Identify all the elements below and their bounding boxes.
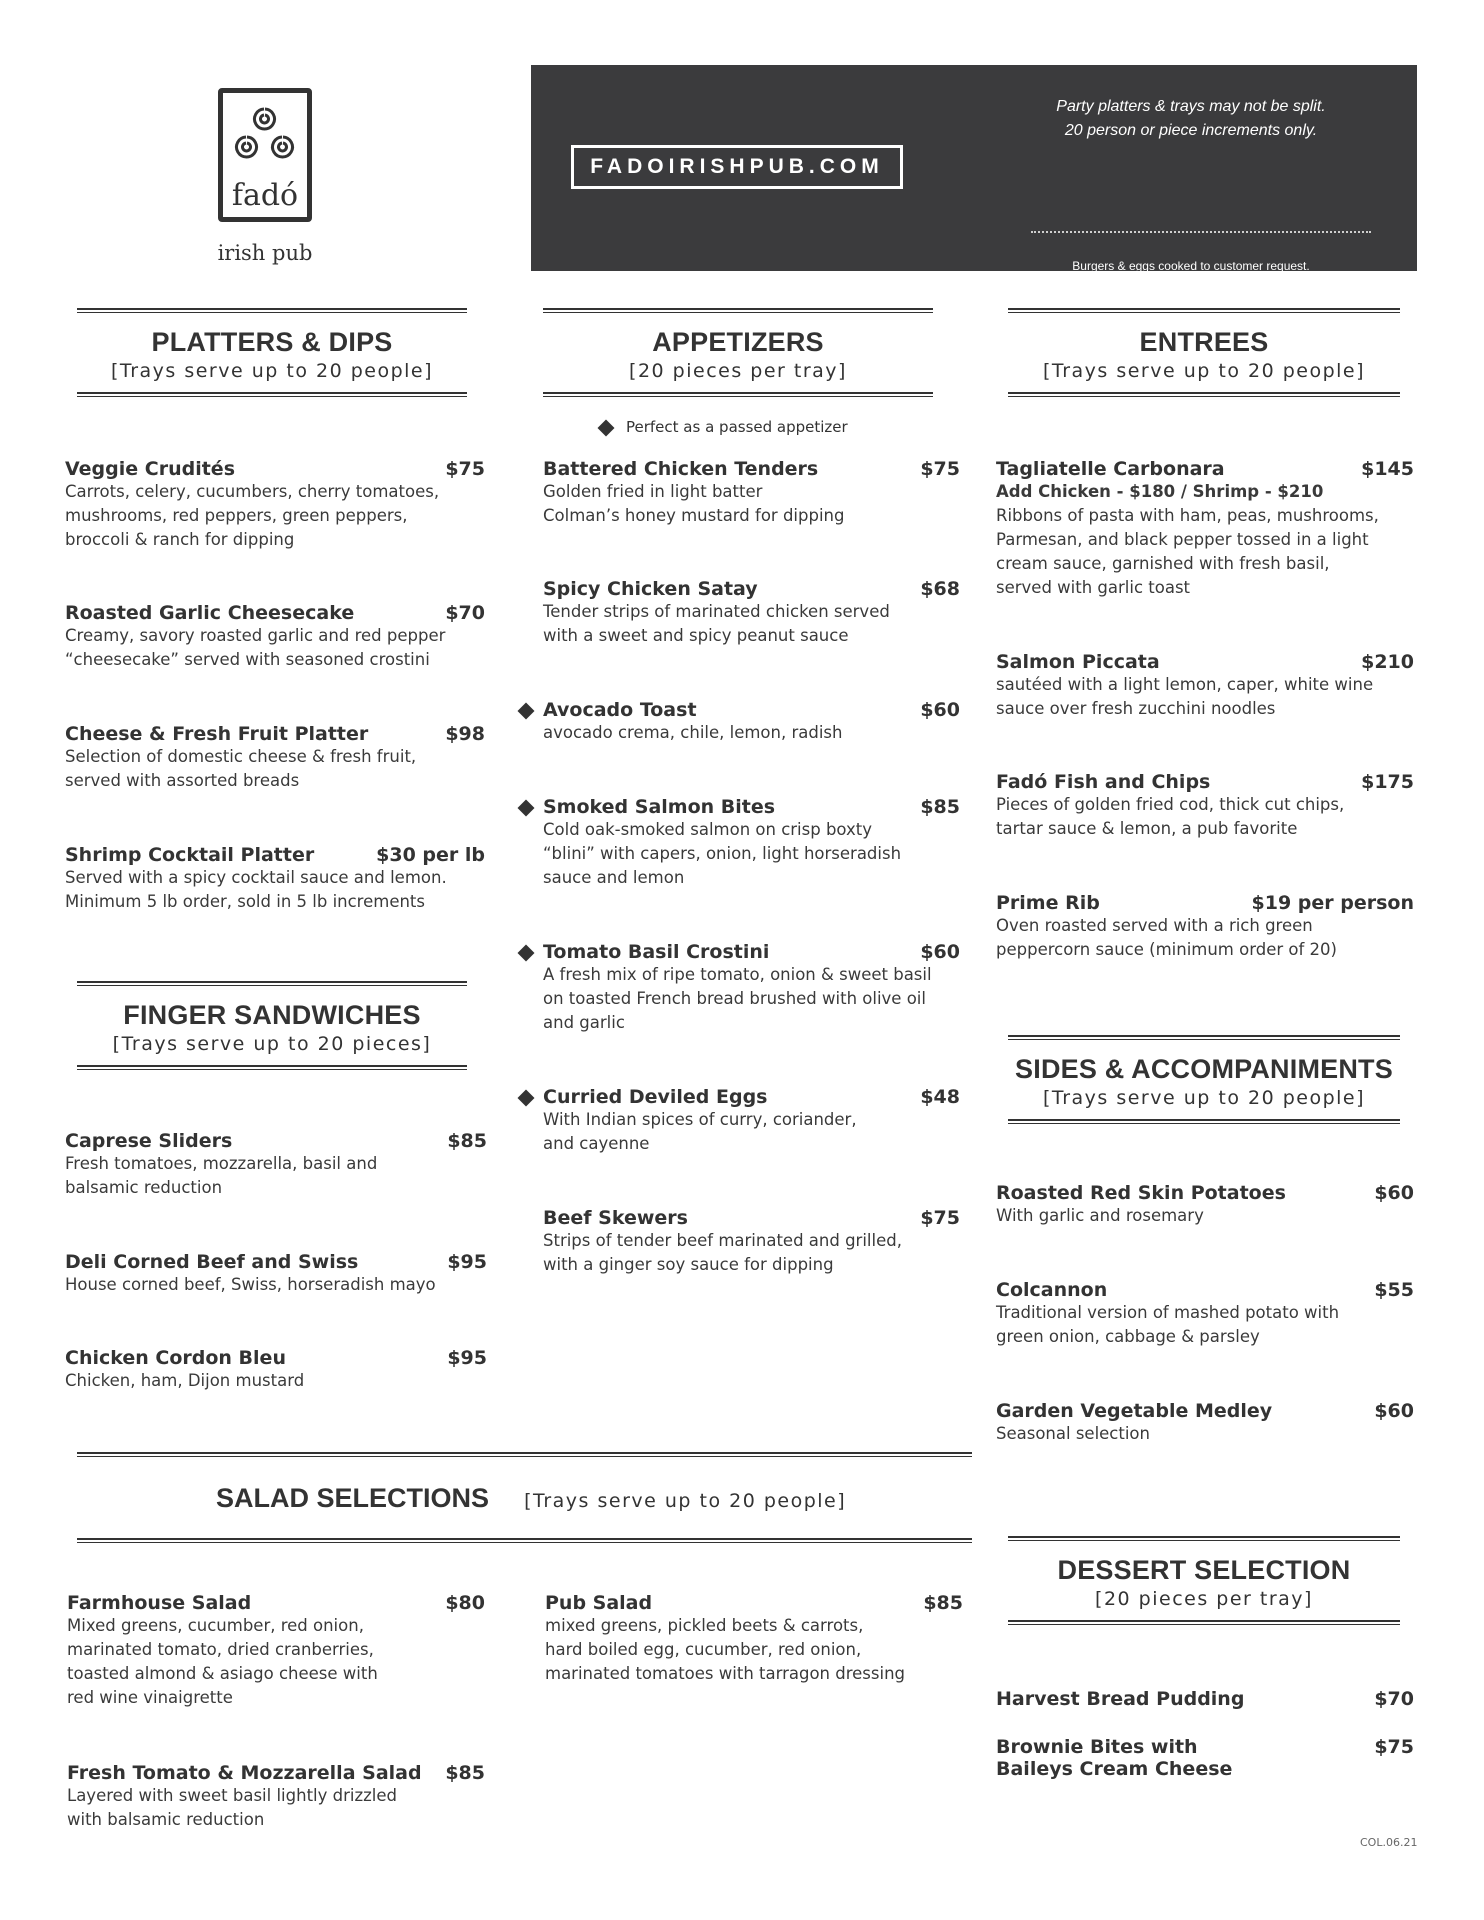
tray-policy bbox=[1011, 95, 1371, 143]
item-price: $60 bbox=[1374, 1182, 1414, 1204]
item-price: $55 bbox=[1374, 1279, 1414, 1301]
section-subtitle: [Trays serve up to 20 people] bbox=[524, 1490, 847, 1512]
dessert-header bbox=[1008, 1536, 1400, 1625]
diamond-icon bbox=[518, 800, 535, 817]
desc-line: marinated tomatoes with tarragon dressing bbox=[545, 1664, 906, 1683]
diamond-icon bbox=[598, 419, 615, 436]
item-price: $98 bbox=[445, 723, 485, 745]
divider bbox=[77, 981, 467, 986]
info-banner bbox=[531, 65, 1417, 317]
item-name: Smoked Salmon Bites bbox=[543, 796, 776, 818]
sandwiches-header bbox=[77, 981, 467, 1070]
section-title: ENTREES bbox=[1139, 327, 1269, 357]
divider bbox=[1008, 392, 1400, 397]
menu-item bbox=[996, 771, 1414, 841]
desc-line: House corned beef, Swiss, horseradish mayo bbox=[65, 1275, 436, 1294]
item-price: $60 bbox=[920, 941, 960, 963]
desc-line: Colman’s honey mustard for dipping bbox=[543, 506, 845, 525]
desc-line: sauce over fresh zucchini noodles bbox=[996, 699, 1276, 718]
menu-item bbox=[543, 1086, 960, 1156]
salads-header bbox=[216, 1483, 916, 1514]
desc-line: and garlic bbox=[543, 1013, 625, 1032]
menu-item bbox=[996, 458, 1414, 600]
item-description bbox=[543, 1108, 960, 1156]
passed-appetizer-legend bbox=[600, 418, 848, 436]
item-description bbox=[65, 1152, 487, 1200]
item-name: Curried Deviled Eggs bbox=[543, 1086, 768, 1108]
menu-item bbox=[67, 1592, 485, 1710]
menu-item bbox=[543, 796, 960, 890]
menu-item bbox=[65, 723, 485, 793]
desc-line: hard boiled egg, cucumber, red onion, bbox=[545, 1640, 862, 1659]
website-link[interactable]: FADOIRISHPUB.COM bbox=[571, 145, 903, 189]
item-addon: Add Chicken - $180 / Shrimp - $210 bbox=[996, 482, 1324, 501]
desc-line: Cold oak-smoked salmon on crisp boxty bbox=[543, 820, 873, 839]
item-name: Fadó Fish and Chips bbox=[996, 771, 1211, 793]
item-price: $75 bbox=[920, 458, 960, 480]
item-description bbox=[543, 818, 960, 890]
desc-line: with balsamic reduction bbox=[67, 1810, 265, 1829]
policy-line: 20 person or piece increments only. bbox=[1064, 122, 1318, 139]
item-description bbox=[996, 1301, 1414, 1349]
item-price: $85 bbox=[445, 1762, 485, 1784]
item-description bbox=[996, 673, 1414, 721]
divider bbox=[77, 1452, 972, 1457]
policy-line: Party platters & trays may not be split. bbox=[1056, 98, 1326, 115]
legend-text: Perfect as a passed appetizer bbox=[626, 418, 848, 436]
desc-line: Mixed greens, cucumber, red onion, bbox=[67, 1616, 364, 1635]
desc-line: mushrooms, red peppers, green peppers, bbox=[65, 506, 408, 525]
diamond-icon bbox=[518, 703, 535, 720]
desc-line: sauce and lemon bbox=[543, 868, 685, 887]
desc-line: broccoli & ranch for dipping bbox=[65, 530, 295, 549]
item-description bbox=[65, 866, 485, 914]
item-name: Veggie Crudités bbox=[65, 458, 235, 480]
platters-header bbox=[77, 308, 467, 397]
menu-item bbox=[543, 578, 960, 648]
menu-item bbox=[545, 1592, 963, 1686]
divider bbox=[1008, 1536, 1400, 1541]
menu-item bbox=[543, 458, 960, 528]
desc-line: With Indian spices of curry, coriander, bbox=[543, 1110, 857, 1129]
menu-item bbox=[996, 1182, 1414, 1228]
menu-item bbox=[543, 1207, 960, 1277]
divider bbox=[1008, 308, 1400, 313]
menu-item bbox=[65, 844, 485, 914]
item-price: $85 bbox=[920, 796, 960, 818]
divider bbox=[77, 392, 467, 397]
item-name: Garden Vegetable Medley bbox=[996, 1400, 1273, 1422]
item-price: $95 bbox=[447, 1251, 487, 1273]
desc-line: Strips of tender beef marinated and grilled, bbox=[543, 1231, 902, 1250]
divider bbox=[77, 1538, 972, 1543]
item-name: Avocado Toast bbox=[543, 699, 697, 721]
menu-item bbox=[996, 892, 1414, 962]
desc-line: avocado crema, chile, lemon, radish bbox=[543, 723, 843, 742]
desc-line: cream sauce, garnished with fresh basil, bbox=[996, 554, 1330, 573]
item-name: Roasted Red Skin Potatoes bbox=[996, 1182, 1286, 1204]
section-title: PLATTERS & DIPS bbox=[151, 327, 393, 357]
sides-header bbox=[1008, 1035, 1400, 1124]
desc-line: Minimum 5 lb order, sold in 5 lb increments bbox=[65, 892, 426, 911]
desc-line: “blini” with capers, onion, light horseradish bbox=[543, 844, 902, 863]
desc-line: served with garlic toast bbox=[996, 578, 1191, 597]
desc-line: Ribbons of pasta with ham, peas, mushrooms, bbox=[996, 506, 1379, 525]
item-price: $85 bbox=[447, 1130, 487, 1152]
divider bbox=[1008, 1035, 1400, 1040]
desc-line: toasted almond & asiago cheese with bbox=[67, 1664, 378, 1683]
desc-line: with a sweet and spicy peanut sauce bbox=[543, 626, 849, 645]
item-price: $70 bbox=[1374, 1688, 1414, 1710]
item-description bbox=[996, 793, 1414, 841]
item-price: $75 bbox=[445, 458, 485, 480]
item-description bbox=[543, 963, 960, 1035]
desc-line: Parmesan, and black pepper tossed in a light bbox=[996, 530, 1369, 549]
desc-line: Creamy, savory roasted garlic and red pepper bbox=[65, 626, 446, 645]
item-description bbox=[543, 1229, 960, 1277]
item-description bbox=[65, 745, 485, 793]
divider bbox=[1008, 1620, 1400, 1625]
item-description bbox=[545, 1614, 963, 1686]
item-description bbox=[996, 1204, 1414, 1228]
section-subtitle: [20 pieces per tray] bbox=[629, 360, 847, 382]
desc-line: red wine vinaigrette bbox=[67, 1688, 233, 1707]
desc-line: tartar sauce & lemon, a pub favorite bbox=[996, 819, 1298, 838]
item-price: $60 bbox=[1374, 1400, 1414, 1422]
item-description bbox=[996, 914, 1414, 962]
desc-line: sautéed with a light lemon, caper, white wine bbox=[996, 675, 1374, 694]
item-name: Deli Corned Beef and Swiss bbox=[65, 1251, 359, 1273]
item-name: Battered Chicken Tenders bbox=[543, 458, 819, 480]
item-name: Cheese & Fresh Fruit Platter bbox=[65, 723, 369, 745]
notice-line: Consumption of raw or under cooked foods of animal origin bbox=[1033, 281, 1349, 295]
item-price: $210 bbox=[1361, 651, 1414, 673]
dotted-divider bbox=[1031, 231, 1371, 233]
desc-line: marinated tomato, dried cranberries, bbox=[67, 1640, 374, 1659]
desc-line: Served with a spicy cocktail sauce and lemon. bbox=[65, 868, 447, 887]
diamond-icon bbox=[518, 1090, 535, 1107]
section-subtitle: [Trays serve up to 20 people] bbox=[1042, 360, 1366, 382]
desc-line: served with assorted breads bbox=[65, 771, 300, 790]
section-title: DESSERT SELECTION bbox=[1057, 1555, 1351, 1585]
menu-item bbox=[996, 1688, 1414, 1710]
section-subtitle: [Trays serve up to 20 pieces] bbox=[112, 1033, 432, 1055]
desc-line: and cayenne bbox=[543, 1134, 650, 1153]
item-description bbox=[65, 624, 485, 672]
item-name: Spicy Chicken Satay bbox=[543, 578, 758, 600]
document-code: COL.06.21 bbox=[1360, 1836, 1418, 1849]
section-title: APPETIZERS bbox=[652, 327, 824, 357]
desc-line: on toasted French bread brushed with olive oil bbox=[543, 989, 926, 1008]
menu-item bbox=[996, 1736, 1414, 1780]
item-description bbox=[543, 721, 960, 745]
desc-line: mixed greens, pickled beets & carrots, bbox=[545, 1616, 864, 1635]
diamond-icon bbox=[518, 945, 535, 962]
item-name: Brownie Bites with bbox=[996, 1736, 1198, 1758]
item-description bbox=[65, 1369, 487, 1393]
desc-line: Layered with sweet basil lightly drizzled bbox=[67, 1786, 397, 1805]
desc-line: A fresh mix of ripe tomato, onion & sweet basil bbox=[543, 965, 932, 984]
item-name: Shrimp Cocktail Platter bbox=[65, 844, 315, 866]
item-price: $60 bbox=[920, 699, 960, 721]
desc-line: with a ginger soy sauce for dipping bbox=[543, 1255, 834, 1274]
item-price: $145 bbox=[1361, 458, 1414, 480]
section-title: SIDES & ACCOMPANIMENTS bbox=[1015, 1054, 1393, 1084]
desc-line: Tender strips of marinated chicken served bbox=[543, 602, 890, 621]
divider bbox=[77, 308, 467, 313]
item-name: Fresh Tomato & Mozzarella Salad bbox=[67, 1762, 422, 1784]
desc-line: green onion, cabbage & parsley bbox=[996, 1327, 1260, 1346]
logo-word: fadó bbox=[231, 178, 299, 213]
divider bbox=[1008, 1119, 1400, 1124]
item-name: Farmhouse Salad bbox=[67, 1592, 252, 1614]
desc-line: Seasonal selection bbox=[996, 1424, 1150, 1443]
item-description bbox=[543, 600, 960, 648]
section-subtitle: [Trays serve up to 20 people] bbox=[110, 360, 434, 382]
item-price: $80 bbox=[445, 1592, 485, 1614]
item-description bbox=[996, 1422, 1414, 1446]
menu-item bbox=[543, 941, 960, 1035]
desc-line: Fresh tomatoes, mozzarella, basil and bbox=[65, 1154, 378, 1173]
item-price: $30 per lb bbox=[376, 844, 485, 866]
section-subtitle: [Trays serve up to 20 people] bbox=[1042, 1087, 1366, 1109]
item-description bbox=[543, 480, 960, 528]
section-title: FINGER SANDWICHES bbox=[123, 1000, 421, 1030]
item-price: $70 bbox=[445, 602, 485, 624]
item-price: $68 bbox=[920, 578, 960, 600]
item-price: $75 bbox=[1374, 1736, 1414, 1758]
desc-line: peppercorn sauce (minimum order of 20) bbox=[996, 940, 1337, 959]
appetizers-header bbox=[543, 308, 933, 397]
item-name: Colcannon bbox=[996, 1279, 1108, 1301]
desc-line: Selection of domestic cheese & fresh fruit, bbox=[65, 747, 417, 766]
menu-item bbox=[65, 602, 485, 672]
menu-item bbox=[65, 1130, 487, 1200]
item-name: Harvest Bread Pudding bbox=[996, 1688, 1245, 1710]
item-name: Caprese Sliders bbox=[65, 1130, 233, 1152]
menu-item bbox=[996, 1279, 1414, 1349]
desc-line: Pieces of golden fried cod, thick cut chips, bbox=[996, 795, 1345, 814]
desc-line: With garlic and rosemary bbox=[996, 1206, 1204, 1225]
item-price: $75 bbox=[920, 1207, 960, 1229]
item-price: $95 bbox=[447, 1347, 487, 1369]
item-name: Tomato Basil Crostini bbox=[543, 941, 770, 963]
desc-line: Carrots, celery, cucumbers, cherry tomatoes, bbox=[65, 482, 440, 501]
desc-line: balsamic reduction bbox=[65, 1178, 223, 1197]
menu-item bbox=[65, 1347, 487, 1393]
desc-line: Oven roasted served with a rich green bbox=[996, 916, 1313, 935]
section-title: SALAD SELECTIONS bbox=[216, 1483, 490, 1513]
item-description bbox=[65, 480, 485, 552]
item-name: Beef Skewers bbox=[543, 1207, 688, 1229]
notice-line: Burgers & eggs cooked to customer request. bbox=[1072, 259, 1310, 273]
item-name: Tagliatelle Carbonara bbox=[996, 458, 1225, 480]
item-description bbox=[996, 504, 1414, 600]
desc-line: Golden fried in light batter bbox=[543, 482, 763, 501]
notice-line: may increase your risk of food borne illness. bbox=[1073, 303, 1309, 317]
item-price: $85 bbox=[923, 1592, 963, 1614]
item-name: Pub Salad bbox=[545, 1592, 653, 1614]
item-price: $175 bbox=[1361, 771, 1414, 793]
item-name: Prime Rib bbox=[996, 892, 1100, 914]
item-name: Roasted Garlic Cheesecake bbox=[65, 602, 355, 624]
desc-line: Chicken, ham, Dijon mustard bbox=[65, 1371, 305, 1390]
divider bbox=[77, 1065, 467, 1070]
desc-line: “cheesecake” served with seasoned crostini bbox=[65, 650, 430, 669]
desc-line: Traditional version of mashed potato with bbox=[996, 1303, 1340, 1322]
fado-logo bbox=[210, 88, 320, 265]
item-description bbox=[67, 1784, 485, 1832]
item-price: $19 per person bbox=[1251, 892, 1414, 914]
divider bbox=[543, 392, 933, 397]
menu-item bbox=[67, 1762, 485, 1832]
item-name: Salmon Piccata bbox=[996, 651, 1160, 673]
entrees-header bbox=[1008, 308, 1400, 397]
divider bbox=[543, 308, 933, 313]
item-description bbox=[67, 1614, 485, 1710]
item-price: $48 bbox=[920, 1086, 960, 1108]
menu-item bbox=[65, 458, 485, 552]
menu-item bbox=[996, 1400, 1414, 1446]
item-name: Chicken Cordon Bleu bbox=[65, 1347, 286, 1369]
item-description bbox=[65, 1273, 487, 1297]
item-name-cont: Baileys Cream Cheese bbox=[996, 1758, 1233, 1780]
menu-item bbox=[65, 1251, 487, 1297]
menu-item bbox=[543, 699, 960, 745]
section-subtitle: [20 pieces per tray] bbox=[1095, 1588, 1313, 1610]
menu-item bbox=[996, 651, 1414, 721]
logo-subtitle: irish pub bbox=[217, 241, 313, 265]
